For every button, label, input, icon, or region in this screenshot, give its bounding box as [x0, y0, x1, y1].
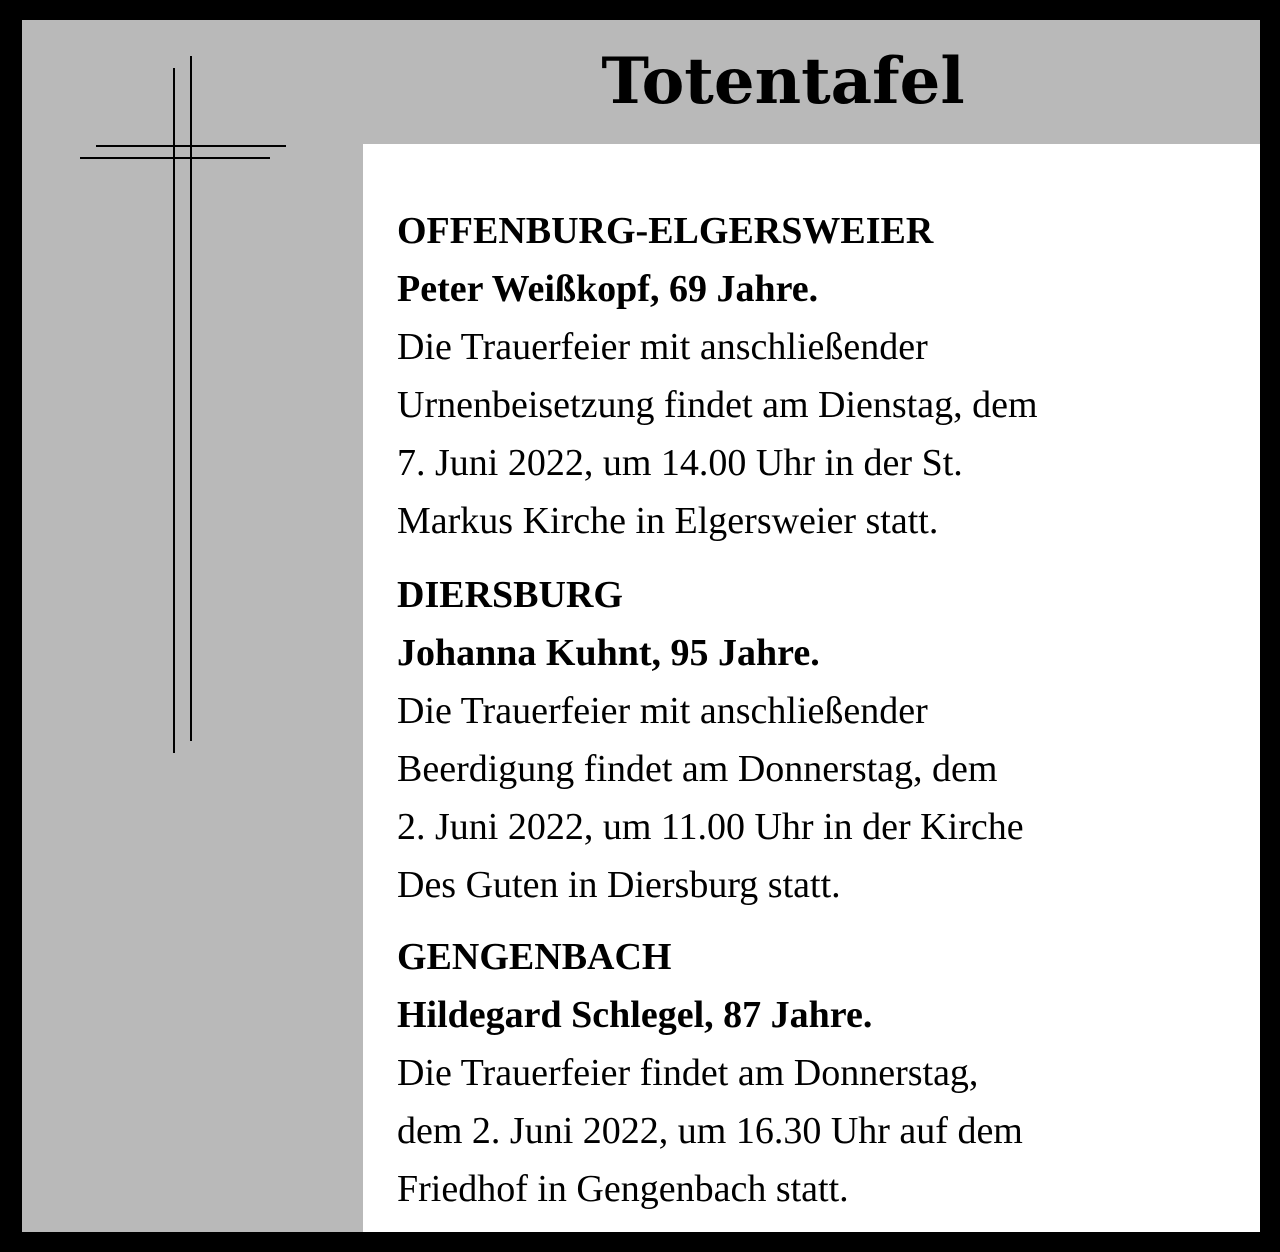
entry-place: GENGENBACH [397, 936, 672, 978]
obituary-entry [397, 566, 1237, 914]
entry-text-line: Die Trauerfeier mit anschließender [397, 690, 928, 732]
entry-person: Hildegard Schlegel, 87 Jahre. [397, 994, 873, 1036]
entry-person: Johanna Kuhnt, 95 Jahre. [397, 632, 820, 674]
entry-text-line: Beerdigung findet am Donnerstag, dem [397, 748, 998, 790]
obituary-entry [397, 928, 1237, 1218]
entry-text-line: Urnenbeisetzung findet am Dienstag, dem [397, 384, 1038, 426]
entry-person: Peter Weißkopf, 69 Jahre. [397, 268, 819, 310]
entry-text-line: 2. Juni 2022, um 11.00 Uhr in der Kirche [397, 806, 1024, 848]
entry-text [397, 682, 1237, 914]
obituary-list [363, 144, 1260, 1232]
entry-text-line: Die Trauerfeier findet am Donnerstag, [397, 1052, 979, 1094]
entry-text-line: Markus Kirche in Elgersweier statt. [397, 500, 939, 542]
entry-text-line: Friedhof in Gengenbach statt. [397, 1168, 849, 1210]
entry-text [397, 1044, 1237, 1218]
obituary-panel [22, 20, 1260, 1232]
page-title: Totentafel [601, 44, 965, 119]
entry-text [397, 318, 1237, 550]
entry-place: DIERSBURG [397, 574, 623, 616]
obituary-entry [397, 202, 1237, 550]
entry-place: OFFENBURG-ELGERSWEIER [397, 210, 934, 252]
entry-text-line: 7. Juni 2022, um 14.00 Uhr in der St. [397, 442, 963, 484]
entry-text-line: Die Trauerfeier mit anschließender [397, 326, 928, 368]
entry-text-line: dem 2. Juni 2022, um 16.30 Uhr auf dem [397, 1110, 1023, 1152]
entry-text-line: Des Guten in Diersburg statt. [397, 864, 841, 906]
